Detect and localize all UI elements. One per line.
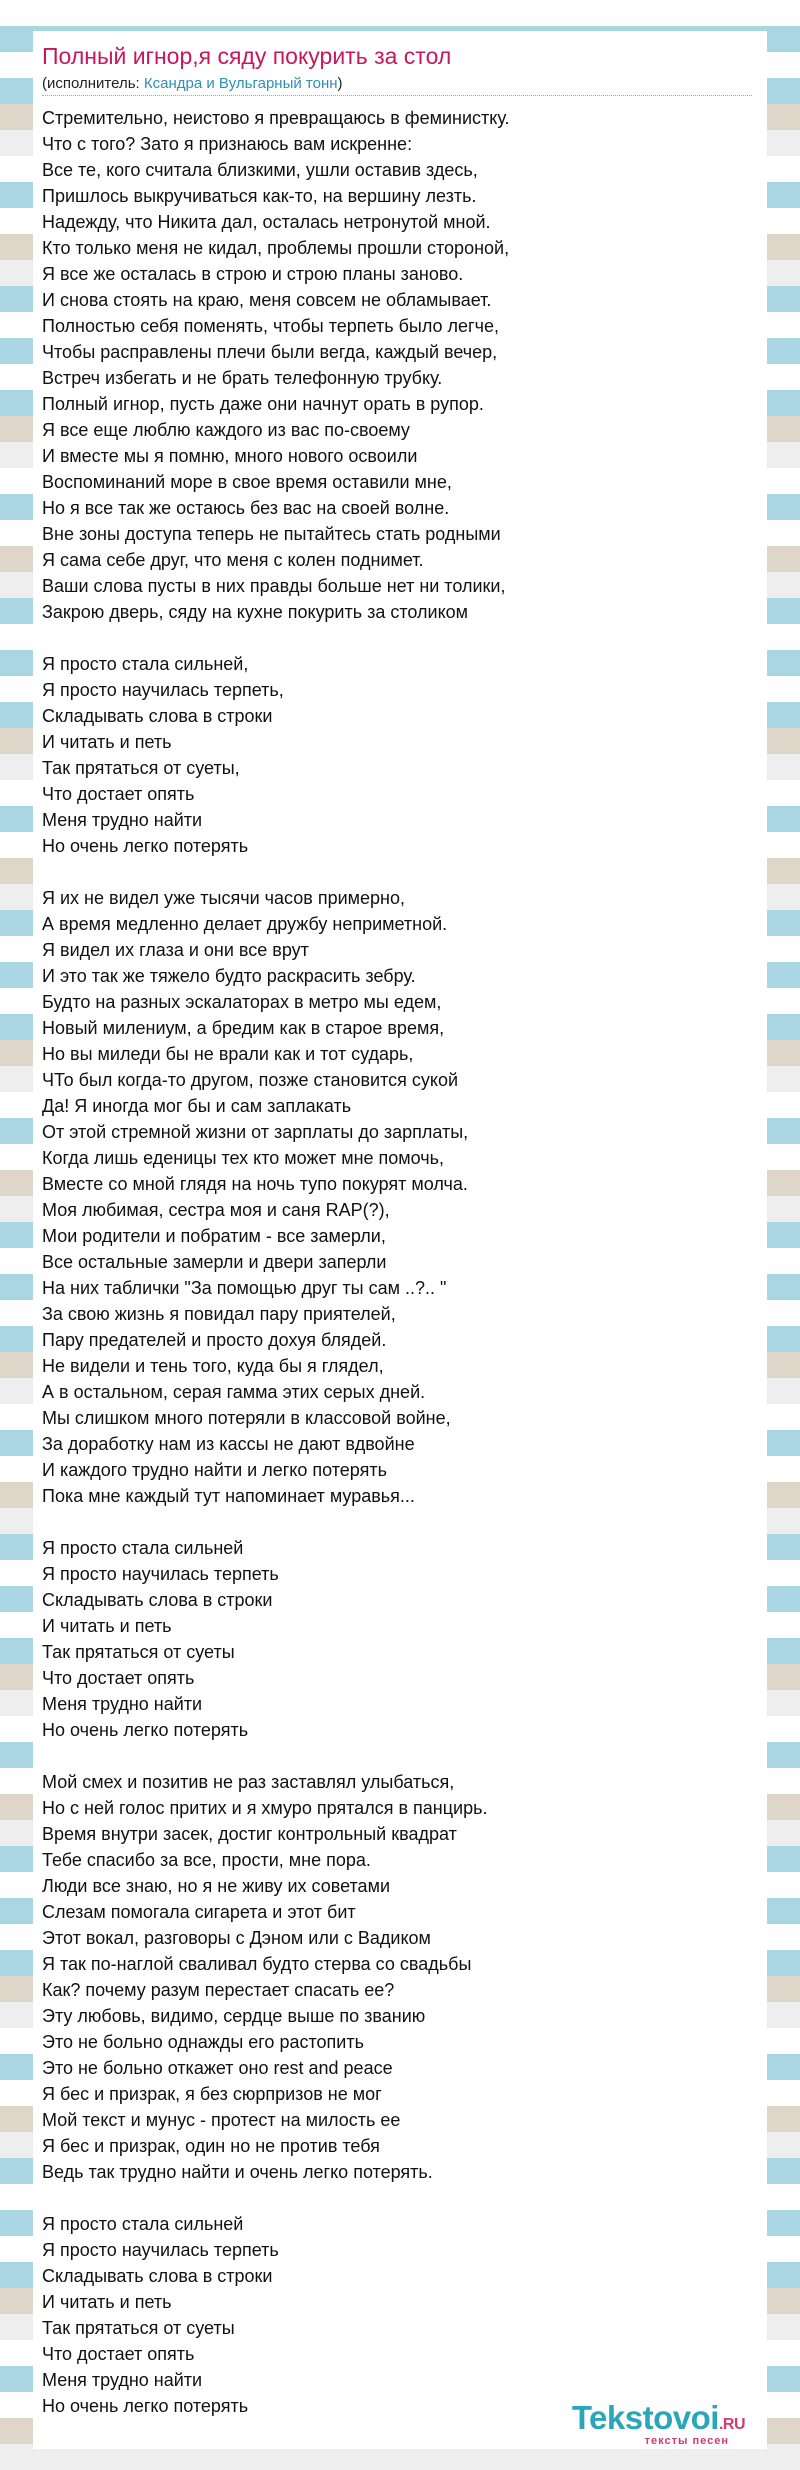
performer-link[interactable]: Ксандра и Вульгарный тонн (143, 75, 338, 92)
lyric-line: И снова стоять на краю, меня совсем не обламывает. (42, 290, 492, 310)
lyric-line: Будто на разных эскалаторах в метро мы едем, (42, 992, 442, 1012)
lyric-line: И читать и петь (42, 2292, 172, 2312)
lyric-line: А в остальном, серая гамма этих серых дней. (42, 1382, 426, 1402)
lyric-line: Но я все так же остаюсь без вас на своей волне. (42, 498, 450, 518)
lyric-line: Но очень легко потерять (42, 2396, 249, 2416)
lyric-line: На них таблички "За помощью друг ты сам ..?.. " (42, 1278, 447, 1298)
lyric-line: Что достает опять (42, 2344, 195, 2364)
lyric-line: Тебе спасибо за все, прости, мне пора. (42, 1850, 371, 1870)
lyric-line: Мой текст и мунус - протест на милость ее (42, 2110, 401, 2130)
lyric-line: Когда лишь еденицы тех кто может мне помочь, (42, 1148, 445, 1168)
lyric-line: Меня трудно найти (42, 810, 203, 830)
lyric-line: Мой смех и позитив не раз заставлял улыбаться, (42, 1772, 455, 1792)
lyric-line: Все те, кого считала близкими, ушли оставив здесь, (42, 160, 478, 180)
lyric-line: Я просто научилась терпеть (42, 2240, 279, 2260)
site-logo[interactable] (517, 2395, 767, 2449)
performer-line (42, 75, 343, 92)
stanza-break (42, 1743, 757, 1769)
lyric-line: Ваши слова пусты в них правды больше нет ни толики, (42, 576, 506, 596)
lyric-line: Полный игнор, пусть даже они начнут орать в рупор. (42, 394, 484, 414)
lyric-line: Новый милениум, а бредим как в старое время, (42, 1018, 445, 1038)
lyric-line: Время внутри засек, достиг контрольный квадрат (42, 1824, 457, 1844)
lyric-line: Так прятаться от суеты (42, 1642, 235, 1662)
lyric-line: Я все же осталась в строю и строю планы заново. (42, 264, 464, 284)
lyric-line: Чтобы расправлены плечи были вегда, каждый вечер, (42, 342, 498, 362)
lyric-line: Что достает опять (42, 784, 195, 804)
lyric-line: Не видели и тень того, куда бы я глядел, (42, 1356, 384, 1376)
lyric-line: Стремительно, неистово я превращаюсь в феминистку. (42, 108, 510, 128)
lyric-line: Что с того? Зато я признаюсь вам искренне: (42, 134, 413, 154)
lyrics-card (33, 31, 767, 2449)
lyric-line: Пока мне каждый тут напоминает муравья... (42, 1486, 415, 1506)
song-title: Полный игнор,я сяду покурить за стол (42, 43, 452, 69)
logo-tagline: тексты песен (644, 2435, 729, 2447)
stanza-break (42, 2185, 757, 2211)
logo-wordmark (572, 2399, 745, 2437)
lyric-line: Я бес и призрак, я без сюрпризов не мог (42, 2084, 382, 2104)
lyric-line: Полностью себя поменять, чтобы терпеть было легче, (42, 316, 500, 336)
lyric-line: Как? почему разум перестает спасать ее? (42, 1980, 395, 2000)
lyric-line: Ведь так трудно найти и очень легко потерять. (42, 2162, 433, 2182)
lyric-line: Я бес и призрак, один но не против тебя (42, 2136, 380, 2156)
lyric-line: Да! Я иногда мог бы и сам заплакать (42, 1096, 352, 1116)
lyric-line: Я просто стала сильней, (42, 654, 249, 674)
lyric-line: Я просто стала сильней (42, 2214, 244, 2234)
lyric-line: Надежду, что Никита дал, осталась нетронутой мной. (42, 212, 491, 232)
stanza-break (42, 859, 757, 885)
lyric-line: Я их не видел уже тысячи часов примерно, (42, 888, 405, 908)
logo-name: Tekstovoi (571, 2399, 719, 2436)
lyric-line: ЧТо был когда-то другом, позже становится сукой (42, 1070, 459, 1090)
lyric-line: Я видел их глаза и они все врут (42, 940, 309, 960)
lyric-line: Так прятаться от суеты (42, 2318, 235, 2338)
lyric-line: Пару предателей и просто дохуя блядей. (42, 1330, 387, 1350)
lyric-line: Моя любимая, сестра моя и саня RAP(?), (42, 1200, 390, 1220)
lyric-line: Кто только меня не кидал, проблемы прошли стороной, (42, 238, 510, 258)
lyric-line: Но очень легко потерять (42, 1720, 249, 1740)
lyric-line: От этой стремной жизни от зарплаты до зарплаты, (42, 1122, 469, 1142)
lyric-line: Вне зоны доступа теперь не пытайтесь стать родными (42, 524, 501, 544)
lyric-line: Эту любовь, видимо, сердце выше по званию (42, 2006, 426, 2026)
lyric-line: Это не больно откажет оно rest and peace (42, 2058, 393, 2078)
lyric-line: Меня трудно найти (42, 1694, 203, 1714)
lyric-line: Я просто научилась терпеть (42, 1564, 279, 1584)
lyric-line: Я просто научилась терпеть, (42, 680, 284, 700)
stanza-break (42, 625, 757, 651)
lyric-line: И читать и петь (42, 1616, 172, 1636)
lyric-line: Я просто стала сильней (42, 1538, 244, 1558)
lyric-line: Люди все знаю, но я не живу их советами (42, 1876, 390, 1896)
lyric-line: Но с ней голос притих и я хмуро прятался в панцирь. (42, 1798, 488, 1818)
lyric-line: Встреч избегать и не брать телефонную трубку. (42, 368, 443, 388)
lyric-line: Слезам помогала сигарета и этот бит (42, 1902, 356, 1922)
lyric-line: Но очень легко потерять (42, 836, 249, 856)
lyric-line: Я сама себе друг, что меня с колен поднимет. (42, 550, 424, 570)
lyric-line: Все остальные замерли и двери заперли (42, 1252, 387, 1272)
lyric-line: Складывать слова в строки (42, 706, 273, 726)
lyric-line: Вместе со мной глядя на ночь тупо покурят молча. (42, 1174, 468, 1194)
lyric-line: За свою жизнь я повидал пару приятелей, (42, 1304, 396, 1324)
lyric-line: Складывать слова в строки (42, 1590, 273, 1610)
lyrics-text (42, 105, 757, 2419)
lyric-line: Воспоминаний море в свое время оставили мне, (42, 472, 452, 492)
title-divider (42, 95, 752, 96)
lyric-line: Мы слишком много потеряли в классовой войне, (42, 1408, 451, 1428)
lyric-line: Этот вокал, разговоры с Дэном или с Вадиком (42, 1928, 431, 1948)
performer-suffix: ) (337, 75, 343, 92)
performer-prefix: (исполнитель: (42, 75, 144, 92)
lyric-line: И вместе мы я помню, много нового освоили (42, 446, 418, 466)
logo-suffix: .RU (718, 2416, 745, 2433)
lyric-line: Что достает опять (42, 1668, 195, 1688)
lyric-line: Складывать слова в строки (42, 2266, 273, 2286)
lyric-line: Меня трудно найти (42, 2370, 203, 2390)
lyric-line: Так прятаться от суеты, (42, 758, 240, 778)
lyric-line: Я все еще люблю каждого из вас по-своему (42, 420, 410, 440)
lyric-line: Пришлось выкручиваться как-то, на вершину лезть. (42, 186, 477, 206)
lyric-line: А время медленно делает дружбу неприметной. (42, 914, 448, 934)
lyric-line: Мои родители и побратим - все замерли, (42, 1226, 386, 1246)
stanza-break (42, 1509, 757, 1535)
lyric-line: За доработку нам из кассы не дают вдвойне (42, 1434, 415, 1454)
lyric-line: Я так по-наглой сваливал будто стерва со свадьбы (42, 1954, 472, 1974)
lyric-line: И это так же тяжело будто раскрасить зебру. (42, 966, 416, 986)
lyric-line: И читать и петь (42, 732, 172, 752)
lyric-line: Закрою дверь, сяду на кухне покурить за столиком (42, 602, 469, 622)
lyric-line: И каждого трудно найти и легко потерять (42, 1460, 387, 1480)
background-stripe (0, 0, 800, 26)
lyric-line: Но вы миледи бы не врали как и тот сударь, (42, 1044, 414, 1064)
lyric-line: Это не больно однажды его растопить (42, 2032, 364, 2052)
